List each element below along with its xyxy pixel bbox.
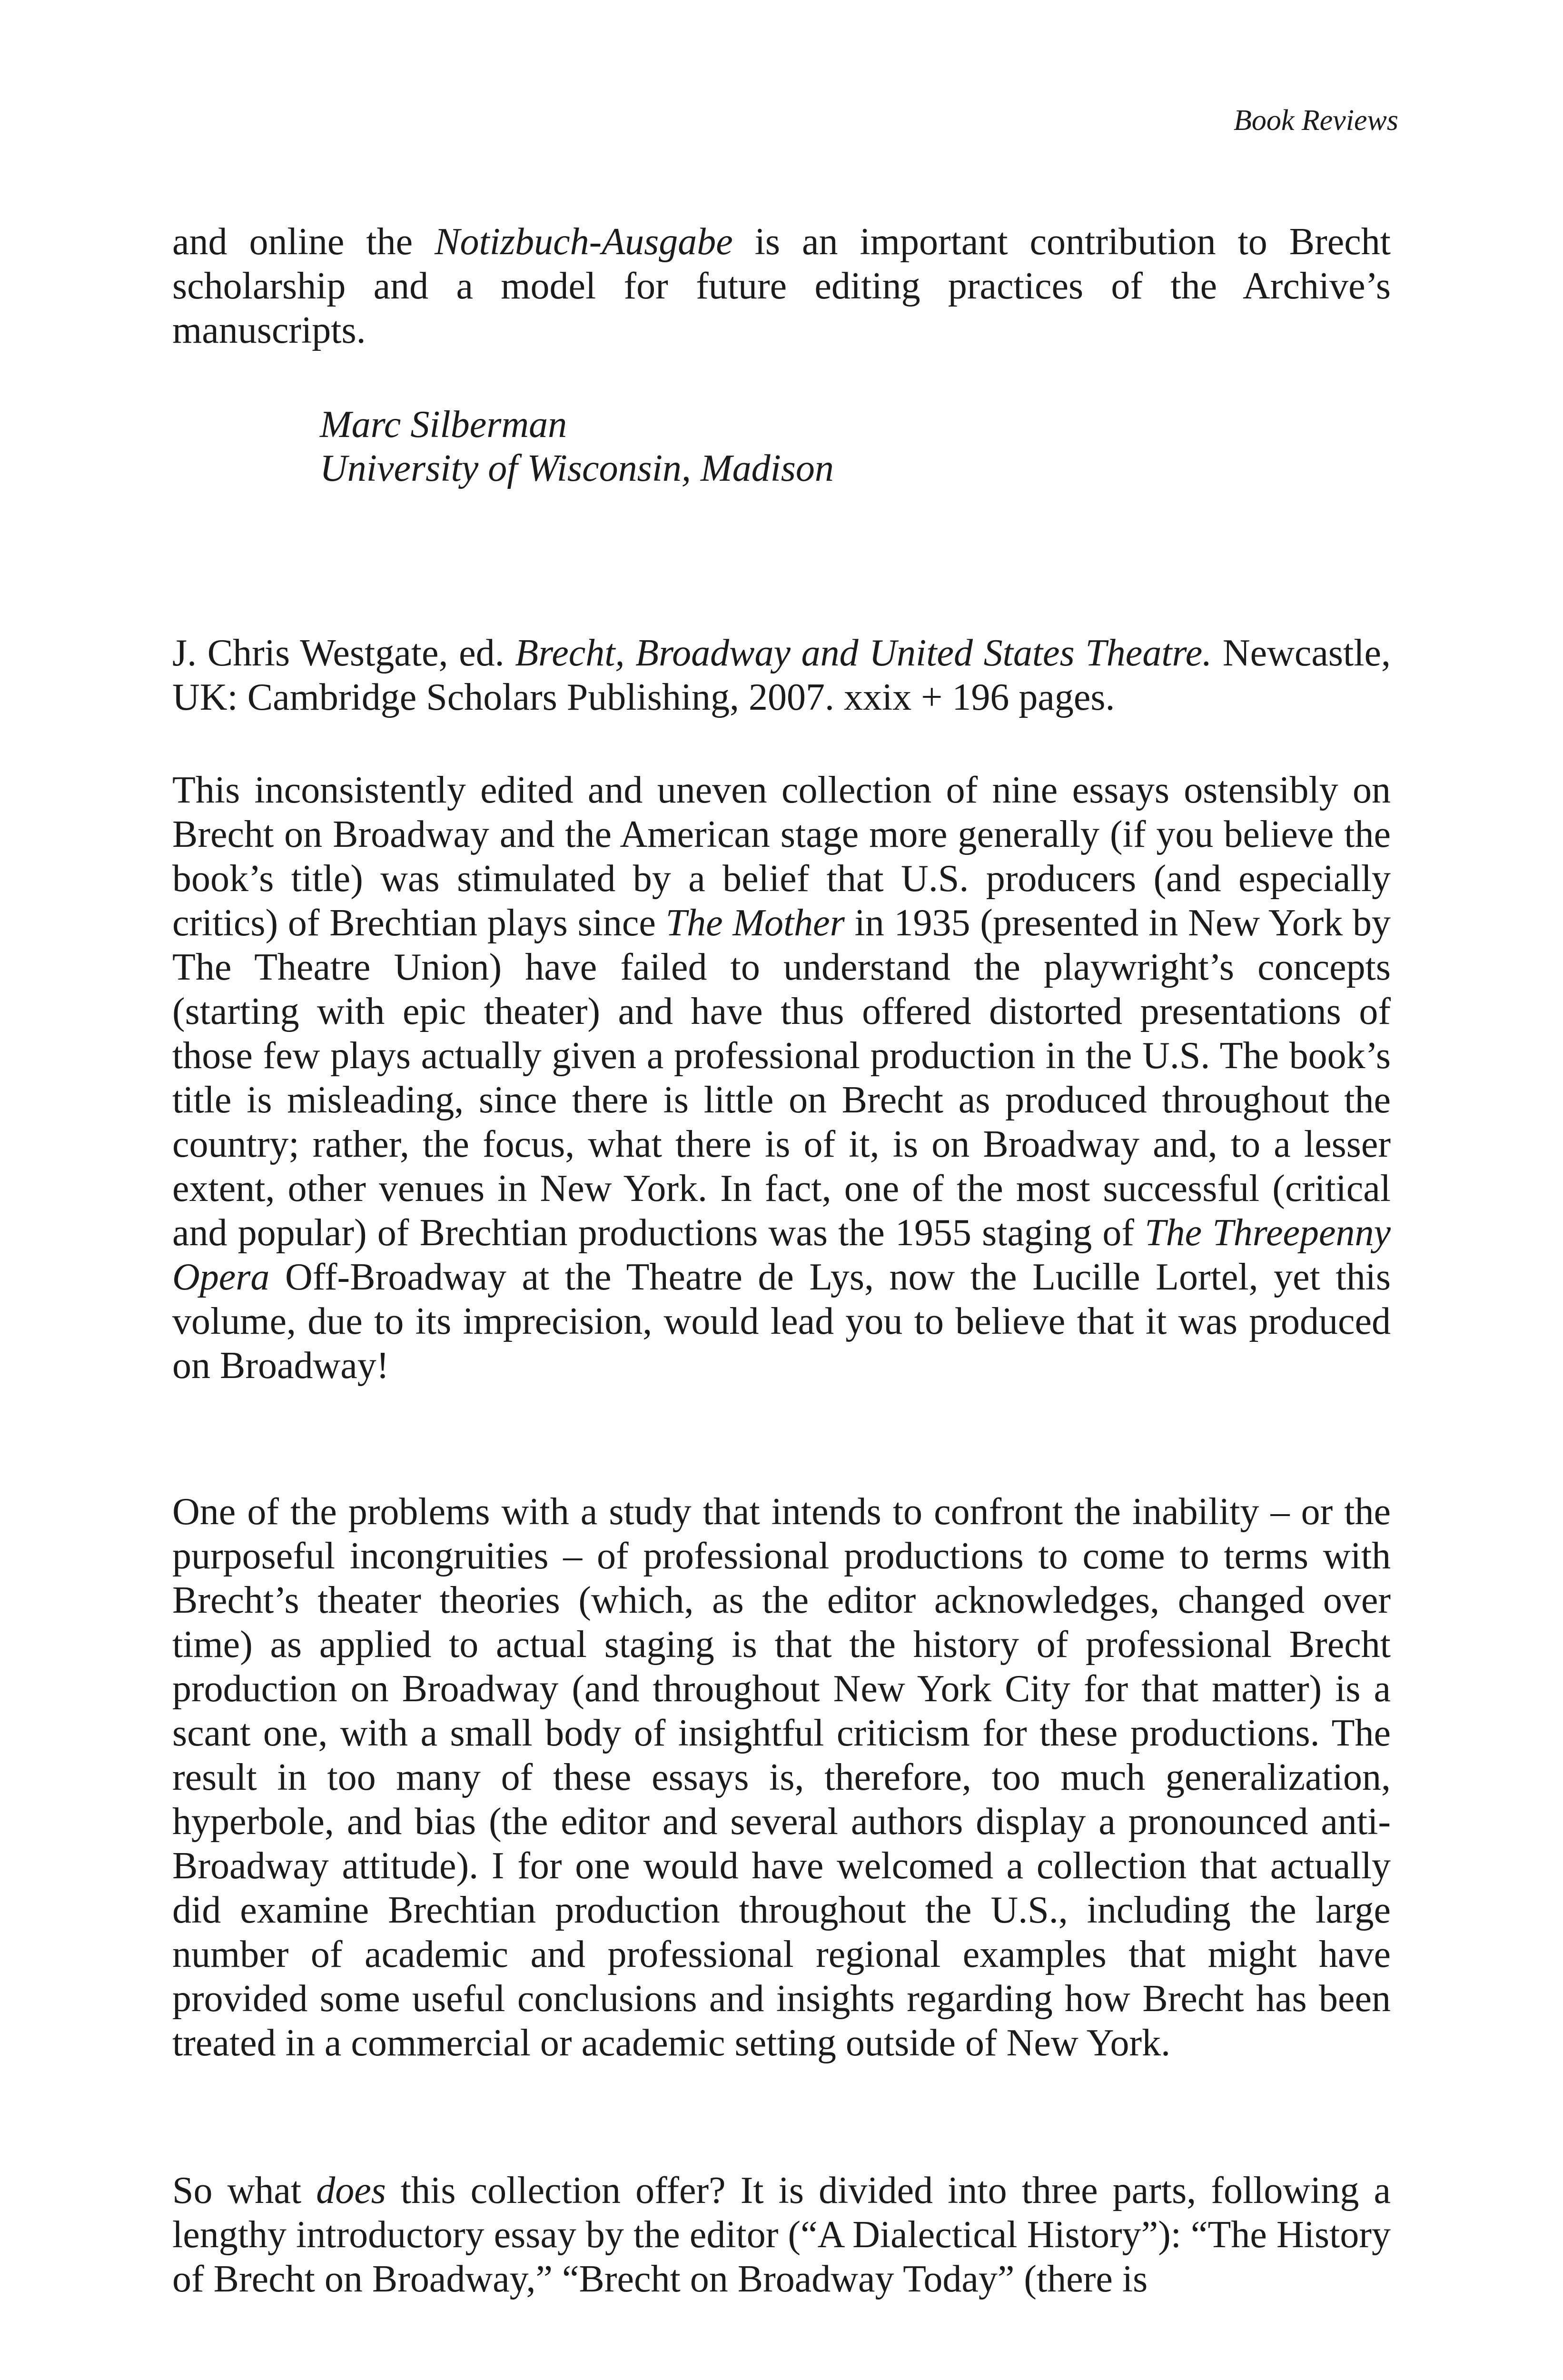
review-paragraph-2: One of the problems with a study that intends to confront the inability – or the purposeful incongruities – of professional productions to come to terms with Brecht’s theater theories (which, as the editor acknowledges, changed over time) as applied to actual staging is that the history of professional Brecht production on Broadway (and throughout New York City for that matter) is a scant one, with a small body of insightful criticism for these productions. The result in too many of these essays is, therefore, too much generalization, hyperbole, and bias (the editor and several authors display a pronounced anti-Broadway attitude). I for one would have welcomed a collection that actually did examine Brechtian production throughout the U.S., including the large number of academic and professional regional examples that might have provided some useful conclusions and insights regarding how Brecht has been treated in a commercial or academic setting outside of New York.	[172, 1491, 1391, 2064]
p2-play-title-threepenny: The Threepenny Opera	[172, 1212, 1391, 1298]
review-paragraph-1	[172, 768, 1391, 1388]
p2-text-c: Off-Broadway at the Theatre de Lys, now the Lucille Lortel, yet this volume, due to its imprecision, would lead you to believe that it was produced on Broadway!	[172, 1256, 1391, 1387]
p4-text-a: So what	[172, 2170, 317, 2211]
p2-text-b: in 1935 (presented in New York by The Theatre Union) have failed to understand the playwright’s concepts (starting with epic theater) and have thus offered distorted presentations of those few plays actually given a professional production in the U.S. The book’s title is misleading, since there is little on Brecht as produced throughout the country; rather, the focus, what there is of it, is on Broadway and, to a lesser extent, other venues in New York. In fact, one of the most successful (critical and popular) of Brechtian productions was the 1955 staging of	[172, 902, 1391, 1254]
p1-text-start: and online the	[172, 221, 435, 263]
book-citation	[172, 631, 1391, 720]
p1-text-end: is an important contribution to Brecht scholarship and a model for future editing practices of the Archive’s manuscripts.	[172, 221, 1391, 351]
citation-publisher: Newcastle, UK: Cambridge Scholars Publishing, 2007. xxix + 196 pages.	[172, 632, 1391, 718]
previous-review-closing-paragraph	[172, 220, 1391, 353]
citation-book-title: Brecht, Broadway and United States Theatre.	[515, 632, 1212, 674]
p4-emphasis: does	[316, 2170, 386, 2211]
reviewer-name: Marc Silberman	[320, 404, 567, 446]
running-head: Book Reviews	[1233, 104, 1398, 137]
p2-text-a: This inconsistently edited and uneven collection of nine essays ostensibly on Brecht on Broadway and the American stage more generally (if you believe the book’s title) was stimulated by a belief that U.S. producers (and especially critics) of Brechtian plays since	[172, 769, 1391, 944]
p2-play-title-mother: The Mother	[665, 902, 845, 944]
review-paragraph-3	[172, 2169, 1391, 2301]
reviewer-affiliation: University of Wisconsin, Madison	[320, 447, 834, 489]
p1-edition-title: Notizbuch-Ausgabe	[435, 221, 733, 263]
citation-author: J. Chris Westgate, ed.	[172, 632, 515, 674]
p4-text-b: this collection offer? It is divided into three parts, following a lengthy introductory essay by the editor (“A Dialectical History”): “The History of Brecht on Broadway,” “Brecht on Broadway Today” (there is	[172, 2170, 1391, 2300]
reviewer-signature	[320, 403, 834, 490]
